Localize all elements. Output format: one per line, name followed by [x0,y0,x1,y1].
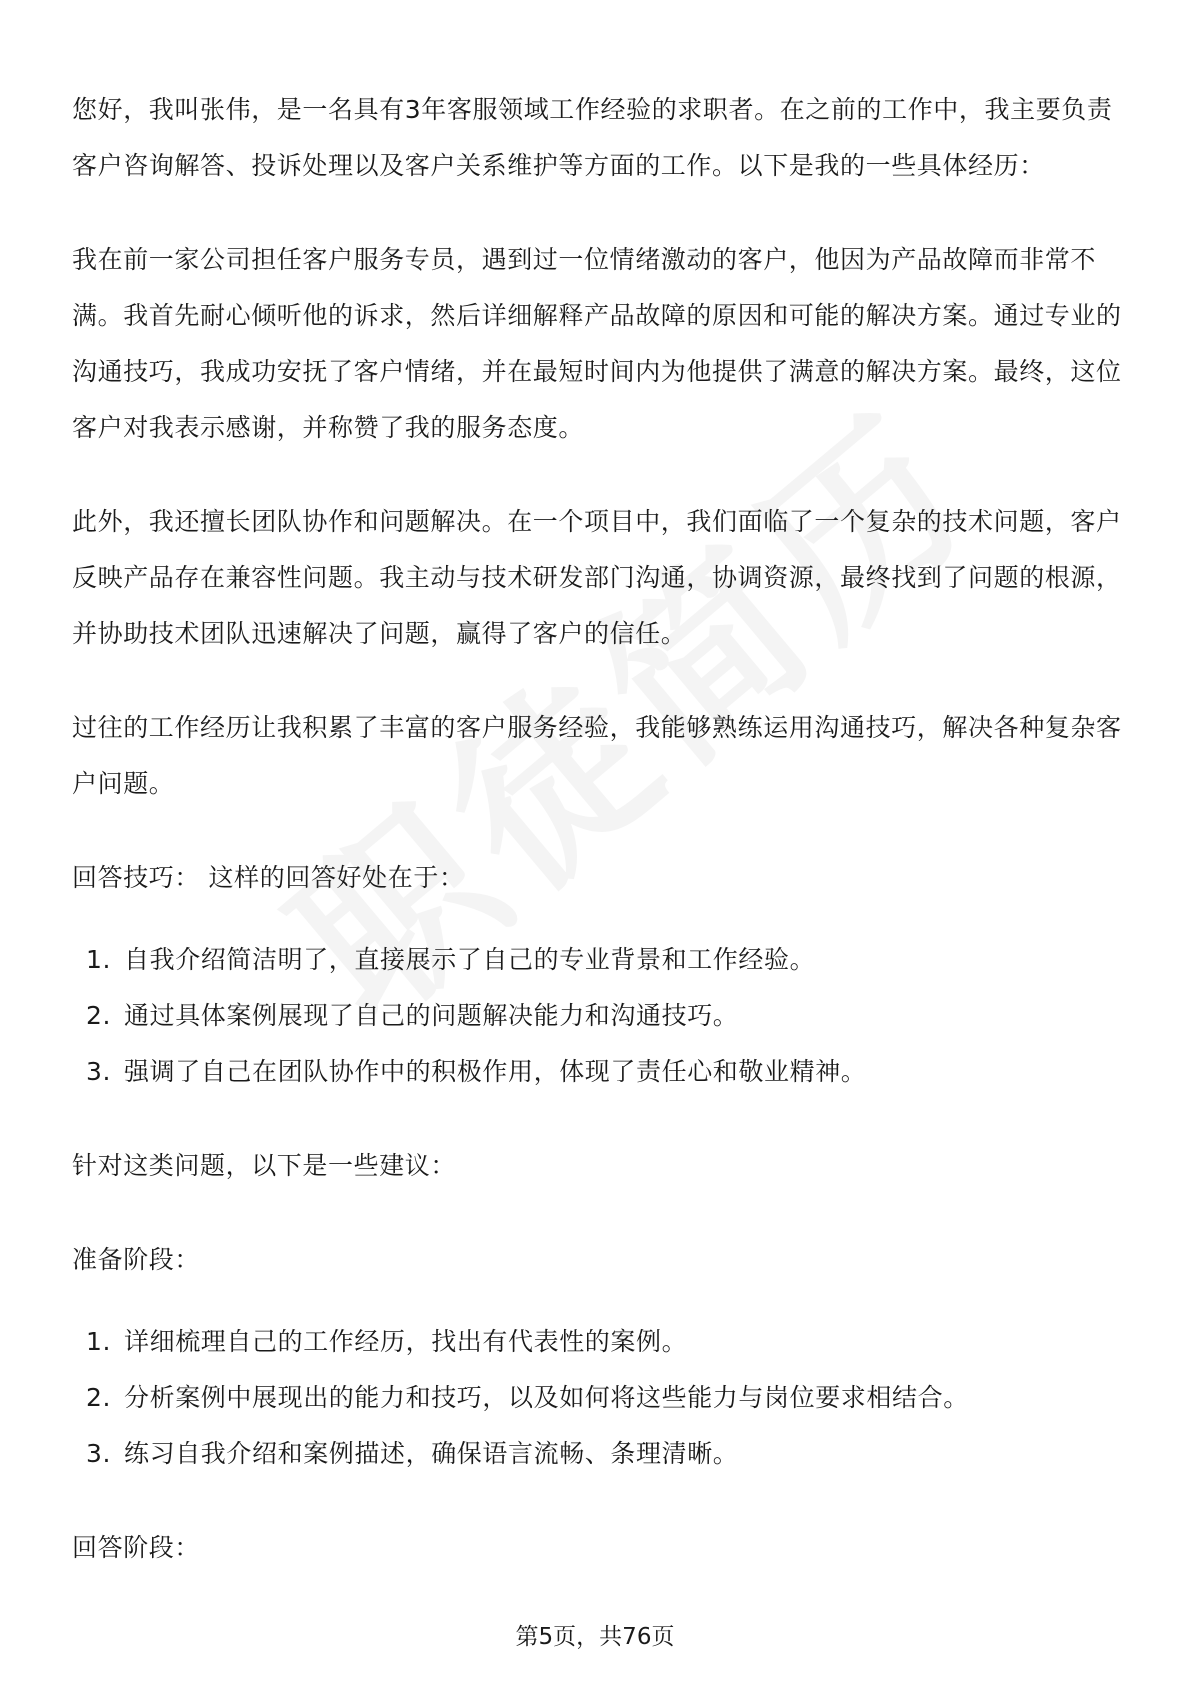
suggestion-intro: 针对这类问题，以下是一些建议： [72,1151,457,1180]
answer-benefits-list [72,932,1122,1100]
list-item-text: 强调了自己在团队协作中的积极作用，体现了责任心和敬业精神。 [124,1057,867,1086]
list-item [72,1044,1122,1100]
list-item-text: 自我介绍简洁明了，直接展示了自己的专业背景和工作经验。 [124,945,816,974]
prep-stage-list [72,1314,1122,1482]
list-item-number: 3. [86,1439,112,1468]
teamwork-paragraph: 此外，我还擅长团队协作和问题解决。在一个项目中，我们面临了一个复杂的技术问题，客户反映产品存在兼容性问题。我主动与技术研发部门沟通，协调资源，最终找到了问题的根源，并协助技术团队迅速解决了问题，赢得了客户的信任。 [72,507,1122,648]
answer-stage-heading: 回答阶段： [72,1533,201,1562]
case-paragraph: 我在前一家公司担任客户服务专员，遇到过一位情绪激动的客户，他因为产品故障而非常不满。我首先耐心倾听他的诉求，然后详细解释产品故障的原因和可能的解决方案。通过专业的沟通技巧，我成功安抚了客户情绪，并在最短时间内为他提供了满意的解决方案。最终，这位客户对我表示感谢，并称赞了我的服务态度。 [72,245,1122,442]
list-item-number: 2. [86,1383,112,1412]
list-item-number: 3. [86,1057,112,1086]
intro-paragraph: 您好，我叫张伟，是一名具有3年客服领域工作经验的求职者。在之前的工作中，我主要负责客户咨询解答、投诉处理以及客户关系维护等方面的工作。以下是我的一些具体经历： [72,95,1113,180]
list-item [72,932,1122,988]
list-item-text: 分析案例中展现出的能力和技巧，以及如何将这些能力与岗位要求相结合。 [124,1383,969,1412]
list-item-number: 2. [86,1001,112,1030]
page-content [72,82,1122,1614]
summary-paragraph: 过往的工作经历让我积累了丰富的客户服务经验，我能够熟练运用沟通技巧，解决各种复杂客户问题。 [72,713,1122,798]
list-item-text: 通过具体案例展现了自己的问题解决能力和沟通技巧。 [124,1001,739,1030]
list-item [72,1314,1122,1370]
list-item-number: 1. [86,1327,112,1356]
list-item-text: 练习自我介绍和案例描述，确保语言流畅、条理清晰。 [124,1439,739,1468]
answer-tips-heading: 回答技巧： 这样的回答好处在于： [72,863,465,892]
list-item [72,1370,1122,1426]
list-item-text: 详细梳理自己的工作经历，找出有代表性的案例。 [124,1327,688,1356]
list-item [72,988,1122,1044]
list-item [72,1426,1122,1482]
page-number: 第5页，共76页 [515,1624,675,1650]
prep-stage-heading: 准备阶段： [72,1245,201,1274]
list-item-number: 1. [86,945,112,974]
